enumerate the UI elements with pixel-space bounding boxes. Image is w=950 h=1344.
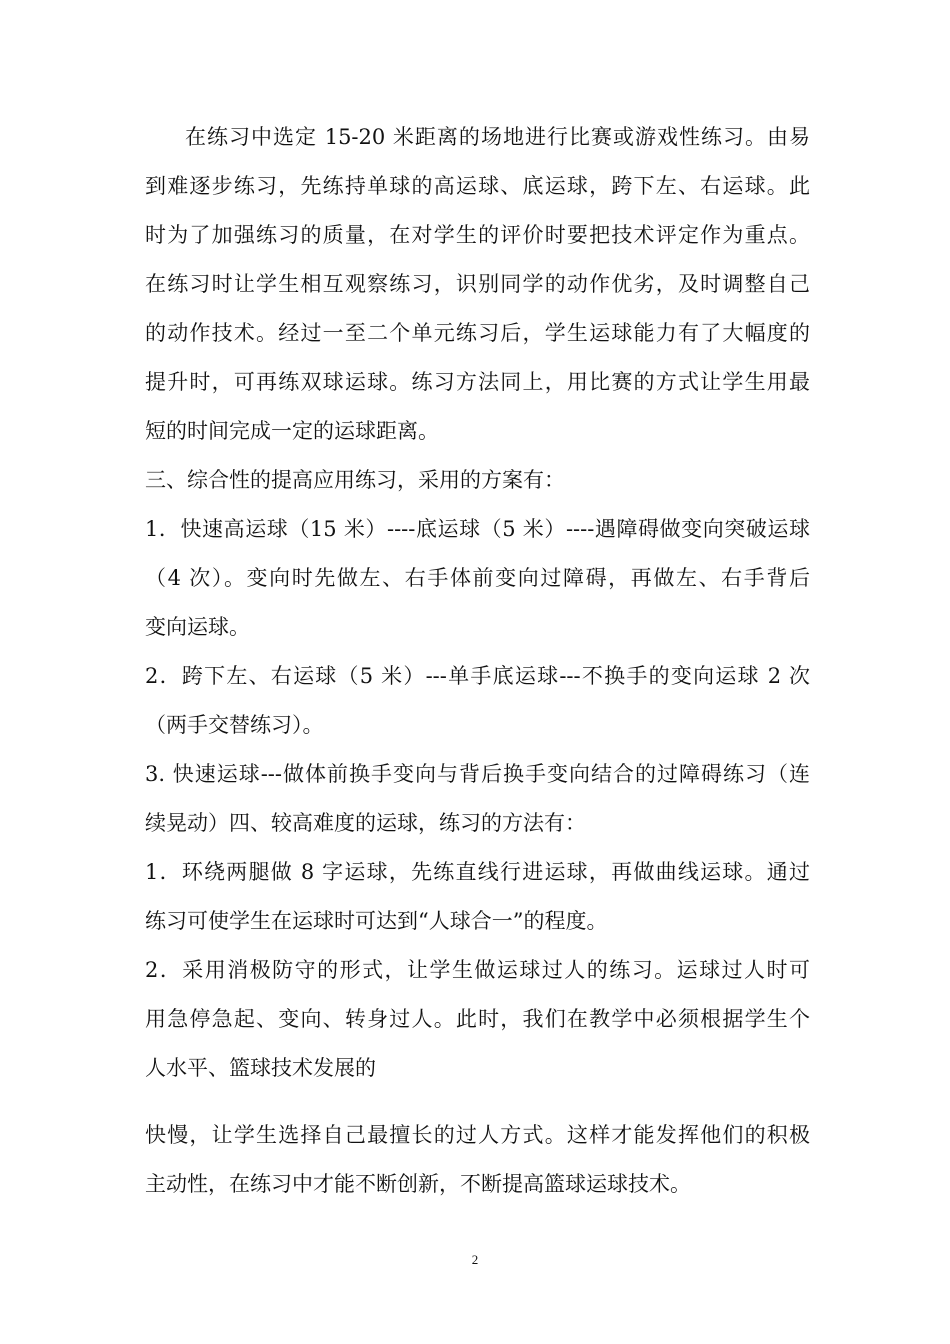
paragraph-line: 到难逐步练习，先练持单球的高运球、底运球，跨下左、右运球。此 [145, 174, 810, 198]
list-item-line: 变向运球。 [145, 615, 250, 639]
section-heading: 三、综合性的提高应用练习，采用的方案有： [145, 468, 565, 492]
paragraph-line: 主动性，在练习中才能不断创新，不断提高篮球运球技术。 [145, 1172, 691, 1196]
list-item-line: 1．环绕两腿做 8 字运球，先练直线行进运球，再做曲线运球。通过 [145, 860, 810, 884]
paragraph-line: 短的时间完成一定的运球距离。 [145, 419, 439, 443]
list-item-line: （两手交替练习）。 [145, 713, 324, 737]
list-item-line: 2．跨下左、右运球（5 米）---单手底运球---不换手的变向运球 2 次 [145, 664, 810, 688]
paragraph-line: 时为了加强练习的质量，在对学生的评价时要把技术评定作为重点。 [145, 223, 810, 247]
paragraph-line: 提升时，可再练双球运球。练习方法同上，用比赛的方式让学生用最 [145, 370, 810, 394]
list-item-line: 用急停急起、变向、转身过人。此时，我们在教学中必须根据学生个 [145, 1007, 810, 1031]
paragraph-line: 快慢，让学生选择自己最擅长的过人方式。这样才能发挥他们的积极 [145, 1123, 810, 1147]
list-item-line: 1．快速高运球（15 米）----底运球（5 米）----遇障碍做变向突破运球 [145, 517, 810, 541]
paragraph-line: 在练习中选定 15-20 米距离的场地进行比赛或游戏性练习。由易 [185, 125, 810, 149]
list-item-line: 2．采用消极防守的形式，让学生做运球过人的练习。运球过人时可 [145, 958, 810, 982]
paragraph-line: 的动作技术。经过一至二个单元练习后，学生运球能力有了大幅度的 [145, 321, 810, 345]
list-item-line: 3. 快速运球---做体前换手变向与背后换手变向结合的过障碍练习（连 [145, 762, 810, 786]
page-number: 2 [471, 1252, 479, 1267]
list-item-line: （4 次）。变向时先做左、右手体前变向过障碍，再做左、右手背后 [145, 566, 810, 590]
list-item-line: 人水平、篮球技术发展的 [145, 1056, 376, 1080]
list-item-line: 练习可使学生在运球时可达到“人球合一”的程度。 [145, 909, 608, 933]
paragraph-line: 在练习时让学生相互观察练习，识别同学的动作优劣，及时调整自己 [145, 272, 810, 296]
list-item-line: 续晃动）四、较高难度的运球，练习的方法有： [145, 811, 586, 835]
